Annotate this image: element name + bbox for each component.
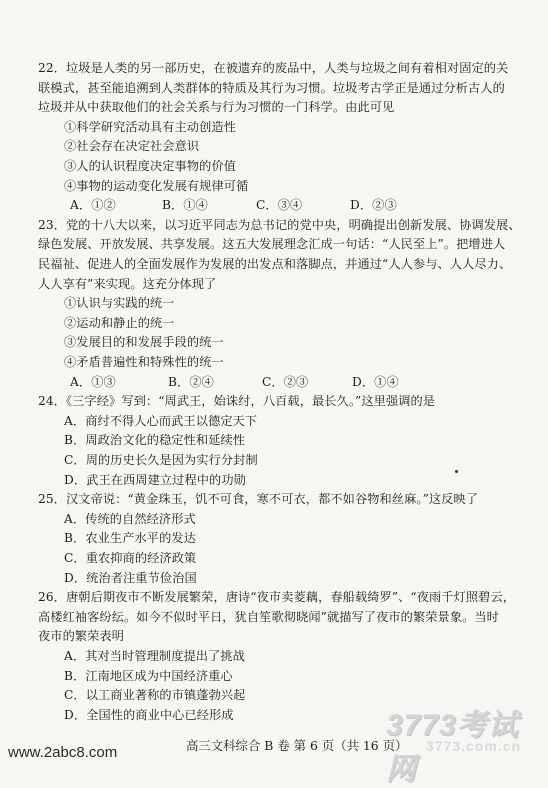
q25-choice-a: A．传统的自然经济形式 bbox=[64, 512, 196, 526]
q25-stem: 25．汉文帝说：“黄金珠玉，饥不可食，寒不可衣，都不如谷物和丝麻。”这反映了 bbox=[38, 492, 479, 506]
q26-choice-b: B．江南地区成为中国经济重心 bbox=[64, 669, 233, 683]
q22-stem-line-2: 联模式，甚至能追溯到人类群体的特质及其行为习惯。垃圾考古学正是通过分析古人的 bbox=[38, 81, 505, 95]
q23-item-2: ②运动和静止的统一 bbox=[64, 316, 175, 330]
q24-choice-a: A．商纣不得人心而武王以德定天下 bbox=[64, 414, 258, 428]
q23-choice-c: C．②③ bbox=[262, 375, 309, 389]
q23-stem-line-1: 23．党的十八大以来，以习近平同志为总书记的党中央，明确提出创新发展、协调发展、 bbox=[38, 218, 521, 232]
q22-item-4: ④事物的运动变化发展有规律可循 bbox=[64, 179, 249, 193]
q24-choice-c: C．周的历史长久是因为实行分封制 bbox=[64, 453, 258, 467]
q25-choice-d: D．统治者注重节俭治国 bbox=[64, 571, 197, 585]
q23-stem-line-4: 人人享有”来实现。这充分体现了 bbox=[38, 277, 217, 291]
q23-choice-d: D．①④ bbox=[352, 375, 399, 389]
q26-stem-line-1: 26．唐朝后期夜市不断发展繁荣，唐诗“夜市卖菱藕，春船载绮罗”、“夜雨千灯照碧云， bbox=[38, 590, 516, 604]
q23-choice-b: B．②④ bbox=[168, 375, 214, 389]
q22-item-1: ①科学研究活动具有主动创造性 bbox=[64, 120, 237, 134]
q25-choice-c: C．重农抑商的经济政策 bbox=[64, 551, 197, 565]
q23-item-3: ③发展目的和发展手段的统一 bbox=[64, 335, 224, 349]
q26-stem-line-3: 夜市的繁荣表明 bbox=[38, 629, 125, 643]
q23-item-4: ④矛盾普遍性和特殊性的统一 bbox=[64, 355, 224, 369]
q23-stem-line-3: 民福祉、促进人的全面发展作为发展的出发点和落脚点，并通过“人人参与、人人尽力、 bbox=[38, 257, 512, 271]
q22-choice-c: C．③④ bbox=[256, 198, 303, 212]
q22-stem-line-1: 22．垃圾是人类的另一部历史，在被遗弃的废品中，人类与垃圾之间有着相对固定的关 bbox=[38, 61, 509, 75]
q23-choice-a: A．①③ bbox=[70, 375, 116, 389]
q22-item-2: ②社会存在决定社会意识 bbox=[64, 139, 200, 153]
watermark-left: www.2abc8.com bbox=[8, 744, 118, 761]
q22-item-3: ③人的认识程度决定事物的价值 bbox=[64, 159, 237, 173]
q23-stem-line-2: 绿色发展、开放发展、共享发展。这五大发展理念汇成一句话：“人民至上”。把增进人 bbox=[38, 237, 506, 251]
q22-choice-d: D．②③ bbox=[350, 198, 397, 212]
q23-item-1: ①认识与实践的统一 bbox=[64, 296, 175, 310]
q24-stem: 24．《三字经》写到：“周武王，始诛纣，八百载，最长久。”这里强调的是 bbox=[38, 394, 436, 408]
q26-stem-line-2: 高楼红袖客纷纭。如今不似时平日，犹自笙歌彻晓闻”就描写了夜市的繁荣景象。当时 bbox=[38, 610, 499, 624]
q22-choice-b: B．①④ bbox=[162, 198, 208, 212]
site-logo-main: 3773考试网 bbox=[386, 709, 519, 786]
scan-speck bbox=[455, 470, 458, 473]
q25-choice-b: B．农业生产水平的发达 bbox=[64, 531, 196, 545]
site-logo bbox=[386, 700, 544, 786]
site-logo-sub: 3773.com.cn bbox=[426, 738, 522, 754]
q26-choice-c: C．以工商业著称的市镇蓬勃兴起 bbox=[64, 688, 246, 702]
q26-choice-d: D．全国性的商业中心已经形成 bbox=[64, 708, 234, 722]
q22-stem-line-3: 垃圾并从中获取他们的社会关系与行为习惯的一门科学。由此可见 bbox=[38, 100, 395, 114]
q24-choice-b: B．周政治文化的稳定性和延续性 bbox=[64, 433, 246, 447]
page-footer: 高三文科综合 B 卷 第 6 页（共 16 页） bbox=[186, 738, 408, 753]
q24-choice-d: D．武王在西周建立过程中的功勋 bbox=[64, 473, 246, 487]
q26-choice-a: A．其对当时管理制度提出了挑战 bbox=[64, 649, 245, 663]
q22-choice-a: A．①② bbox=[70, 198, 116, 212]
